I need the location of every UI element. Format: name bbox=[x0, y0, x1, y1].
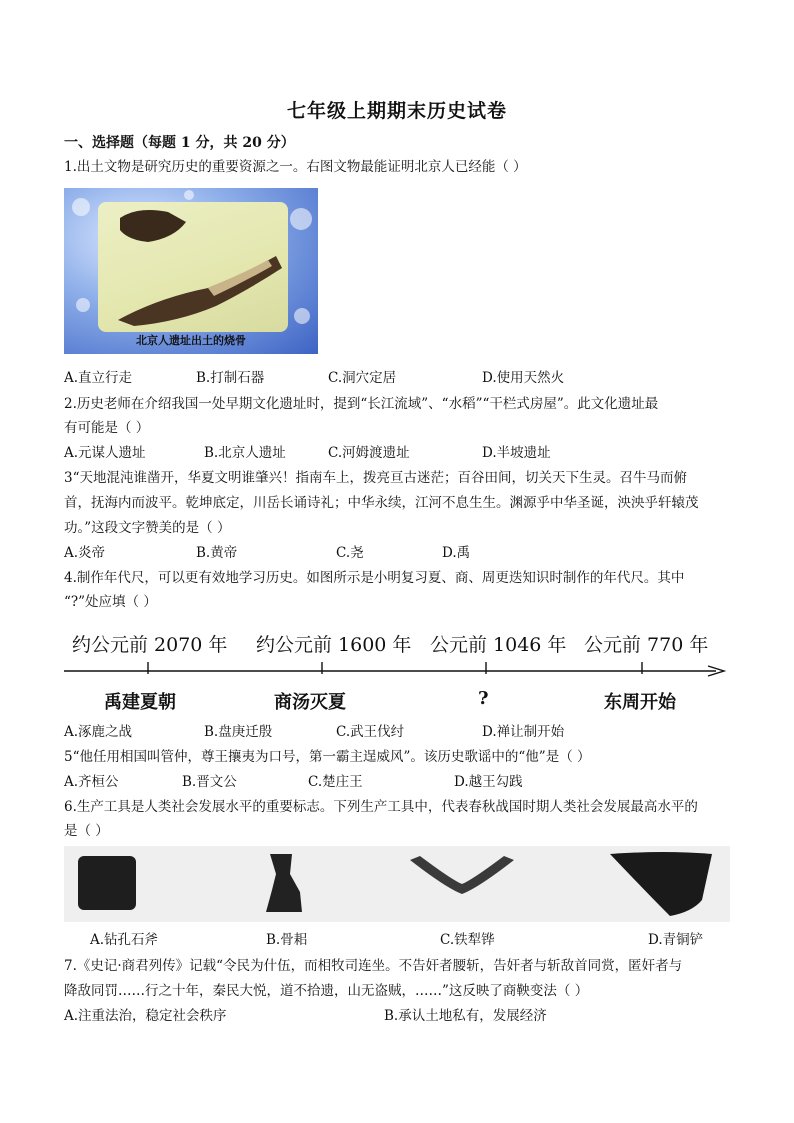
q4-stem-line2: “?”处应填（ ） bbox=[64, 594, 157, 610]
option-d[interactable]: D.禹 bbox=[442, 545, 471, 561]
q3-stem-line3: 功。”这段文字赞美的是（ ） bbox=[64, 520, 231, 536]
q2-options bbox=[64, 441, 730, 465]
q7-stem-line2: 降敌同罚……行之十年，秦民大悦，道不拾遗，山无盗贼，……”这反映了商鞅变法（ ） bbox=[64, 983, 589, 999]
bone-spade-icon bbox=[266, 854, 302, 912]
option-d[interactable]: D.禅让制开始 bbox=[482, 724, 565, 740]
option-d[interactable]: D.使用天然火 bbox=[482, 370, 565, 386]
q1-stem: 1.出土文物是研究历史的重要资源之一。右图文物最能证明北京人已经能（ ） bbox=[64, 159, 527, 175]
option-c[interactable]: C.武王伐纣 bbox=[336, 724, 405, 740]
timeline-event-3: ? bbox=[478, 688, 489, 709]
option-c[interactable]: C.洞穴定居 bbox=[328, 370, 397, 386]
option-a[interactable]: A.炎帝 bbox=[64, 545, 106, 561]
option-d[interactable]: D.越王勾践 bbox=[454, 774, 523, 790]
option-a[interactable]: A.齐桓公 bbox=[64, 774, 119, 790]
bone-fragments-icon bbox=[98, 202, 288, 332]
q3-stem-line2: 首，抚海内而波平。乾坤底定，川岳长诵诗礼；中华永续，江河不息生生。渊源乎中华圣诞，泱泱乎轩辕茂 bbox=[64, 495, 699, 511]
timeline-event-2: 商汤灭夏 bbox=[274, 692, 346, 713]
timeline-year-1: 约公元前 2070 年 bbox=[72, 634, 228, 656]
q3-stem-line1: 3“天地混沌谁凿开，华夏文明谁肇兴！指南车上，拨亮亘古迷茫；百谷田间，切关天下生灵。召牛马而俯 bbox=[64, 470, 687, 486]
page-title: 七年级上期期末历史试卷 bbox=[286, 100, 507, 122]
option-c[interactable]: C.楚庄王 bbox=[308, 774, 363, 790]
timeline-event-4: 东周开始 bbox=[604, 692, 676, 713]
section-heading: 一、选择题（每题 1 分，共 20 分） bbox=[64, 135, 295, 151]
q1-photo-burnt-bones bbox=[64, 188, 318, 354]
q4-stem-line1: 4.制作年代尺，可以更有效地学习历史。如图所示是小明复习夏、商、周更迭知识时制作的年代尺。其中 bbox=[64, 570, 685, 586]
q1-options bbox=[64, 366, 730, 390]
option-b[interactable]: B.北京人遗址 bbox=[204, 445, 286, 461]
option-b[interactable]: B.黄帝 bbox=[196, 545, 238, 561]
q7-options bbox=[64, 1004, 730, 1028]
q6-options bbox=[64, 928, 730, 952]
timeline-year-4: 公元前 770 年 bbox=[584, 634, 709, 656]
q5-stem: 5“他任用相国叫管仲，尊王攘夷为口号，第一霸主逞威风”。该历史歌谣中的“他”是（ ） bbox=[64, 749, 591, 765]
option-c[interactable]: C.尧 bbox=[336, 545, 364, 561]
q4-timeline bbox=[64, 624, 734, 720]
option-c[interactable]: C.铁犁铧 bbox=[440, 932, 495, 948]
option-c[interactable]: C.河姆渡遗址 bbox=[328, 445, 410, 461]
option-b[interactable]: B.盘庚迁殷 bbox=[204, 724, 273, 740]
option-a[interactable]: A.注重法治，稳定社会秩序 bbox=[64, 1008, 227, 1024]
option-a[interactable]: A.涿鹿之战 bbox=[64, 724, 133, 740]
option-b[interactable]: B.承认土地私有，发展经济 bbox=[384, 1008, 547, 1024]
photo-caption: 北京人遗址出土的烧骨 bbox=[136, 334, 246, 347]
timeline-year-2: 约公元前 1600 年 bbox=[256, 634, 412, 656]
q3-options bbox=[64, 541, 730, 565]
q6-tools-photo bbox=[64, 846, 730, 922]
photo-background bbox=[98, 202, 288, 332]
bronze-shovel-icon bbox=[610, 852, 712, 916]
q6-stem-line2: 是（ ） bbox=[64, 823, 109, 839]
q4-options bbox=[64, 720, 730, 744]
q6-stem-line1: 6.生产工具是人类社会发展水平的重要标志。下列生产工具中，代表春秋战国时期人类社会发展最高水平的 bbox=[64, 799, 698, 815]
option-d[interactable]: D.青铜铲 bbox=[648, 932, 704, 948]
q5-options bbox=[64, 770, 730, 794]
timeline-year-3: 公元前 1046 年 bbox=[430, 634, 567, 656]
option-b[interactable]: B.骨耜 bbox=[266, 932, 308, 948]
iron-plough-icon bbox=[410, 856, 514, 894]
timeline-event-1: 禹建夏朝 bbox=[104, 692, 176, 713]
option-a[interactable]: A.直立行走 bbox=[64, 370, 133, 386]
option-a[interactable]: A.元谋人遗址 bbox=[64, 445, 146, 461]
q2-stem-line1: 2.历史老师在介绍我国一处早期文化遗址时，提到“长江流域”、“水稻”“干栏式房屋”。此文化遗址最 bbox=[64, 396, 659, 412]
q7-stem-line1: 7.《史记·商君列传》记载“令民为什伍，而相牧司连坐。不告奸者腰斩，告奸者与斩敌首同赏，匿奸者与 bbox=[64, 958, 683, 974]
option-a[interactable]: A.钻孔石斧 bbox=[90, 932, 159, 948]
option-d[interactable]: D.半坡遗址 bbox=[482, 445, 551, 461]
tools-illustration bbox=[64, 846, 730, 922]
option-b[interactable]: B.打制石器 bbox=[196, 370, 265, 386]
option-b[interactable]: B.晋文公 bbox=[182, 774, 237, 790]
q2-stem-line2: 有可能是（ ） bbox=[64, 420, 150, 436]
stone-axe-icon bbox=[78, 856, 136, 910]
